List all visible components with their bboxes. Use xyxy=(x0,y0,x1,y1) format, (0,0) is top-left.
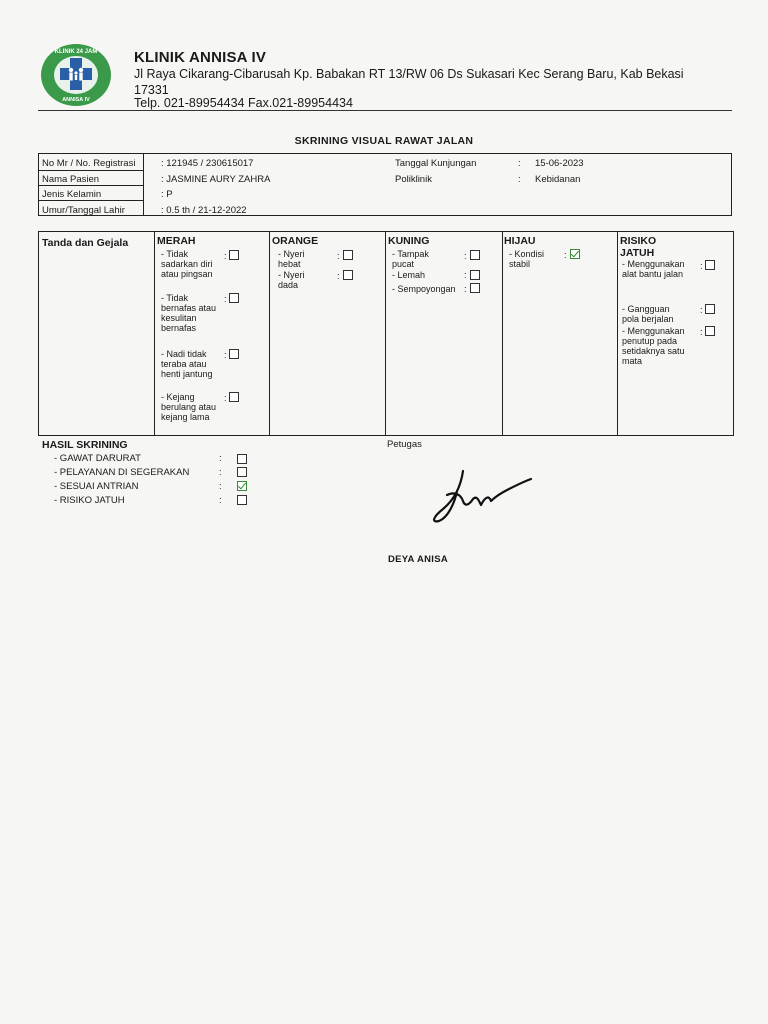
kuning-colon: : xyxy=(464,284,467,294)
header-divider xyxy=(38,110,732,111)
poliklinik-label: Poliklinik xyxy=(395,174,432,185)
hasil-checkbox-3[interactable] xyxy=(237,495,247,505)
poliklinik-colon: : xyxy=(518,174,521,185)
kuning-item: - Sempoyongan xyxy=(392,284,456,294)
merah-checkbox-2[interactable] xyxy=(229,349,239,359)
risiko-item: - Menggunakan alat bantu jalan xyxy=(622,259,685,279)
hasil-skrining-title: HASIL SKRINING xyxy=(42,439,128,451)
no-mr-value: : 121945 / 230615017 xyxy=(161,158,254,169)
merah-checkbox-3[interactable] xyxy=(229,392,239,402)
orange-heading: ORANGE xyxy=(272,235,319,247)
no-mr-label: No Mr / No. Registrasi xyxy=(42,158,136,169)
col-divider xyxy=(502,232,503,435)
hasil-colon: : xyxy=(219,453,222,464)
symptoms-row-label: Tanda dan Gejala xyxy=(42,237,129,249)
logo-top-text: KLINIK 24 JAM xyxy=(54,49,98,55)
hasil-colon: : xyxy=(219,467,222,478)
hasil-checkbox-1[interactable] xyxy=(237,467,247,477)
risiko-item: - Menggunakan penutup pada setidaknya satu mata xyxy=(622,326,685,366)
info-row-divider xyxy=(39,200,143,201)
clinic-address: Jl Raya Cikarang-Cibarusah Kp. Babakan RT 13/RW 06 Ds Sukasari Kec Serang Baru, Kab Bekasi 17331 xyxy=(134,67,684,97)
visit-date-label: Tanggal Kunjungan xyxy=(395,158,477,169)
kuning-checkbox-1[interactable] xyxy=(470,270,480,280)
merah-item: - Tidak sadarkan diri atau pingsan xyxy=(161,249,213,279)
col-divider xyxy=(385,232,386,435)
merah-colon: : xyxy=(224,350,227,360)
orange-checkbox-0[interactable] xyxy=(343,250,353,260)
hasil-colon: : xyxy=(219,495,222,506)
hasil-checkbox-0[interactable] xyxy=(237,454,247,464)
visit-date-colon: : xyxy=(518,158,521,169)
risiko-colon: : xyxy=(700,305,703,315)
col-divider xyxy=(617,232,618,435)
poliklinik-value: Kebidanan xyxy=(535,174,581,185)
kuning-heading: KUNING xyxy=(388,235,430,247)
merah-heading: MERAH xyxy=(157,235,196,247)
info-row-divider xyxy=(39,170,143,171)
info-row-divider xyxy=(39,185,143,186)
document-title: SKRINING VISUAL RAWAT JALAN xyxy=(294,135,474,147)
orange-checkbox-1[interactable] xyxy=(343,270,353,280)
kuning-colon: : xyxy=(464,251,467,261)
risiko-colon: : xyxy=(700,327,703,337)
hasil-item: - PELAYANAN DI SEGERAKAN xyxy=(54,467,190,478)
kuning-checkbox-2[interactable] xyxy=(470,283,480,293)
clinic-phone: Telp. 021-89954434 Fax.021-89954434 xyxy=(134,96,353,110)
hijau-colon: : xyxy=(564,250,567,260)
hasil-item: - RISIKO JATUH xyxy=(54,495,125,506)
orange-item: - Nyeri dada xyxy=(278,270,305,290)
risiko-item: - Gangguan pola berjalan xyxy=(622,304,674,324)
patient-info-box xyxy=(38,153,732,216)
clinic-logo xyxy=(40,43,112,107)
patient-name-label: Nama Pasien xyxy=(42,174,100,185)
col-divider xyxy=(154,232,155,435)
petugas-label: Petugas xyxy=(387,439,422,450)
info-divider xyxy=(143,154,144,216)
hasil-item: - GAWAT DARURAT xyxy=(54,453,141,464)
age-value: : 0.5 th / 21-12-2022 xyxy=(161,205,247,216)
hijau-checkbox-0[interactable] xyxy=(570,249,580,259)
hasil-checkbox-2[interactable] xyxy=(237,481,247,491)
hasil-colon: : xyxy=(219,481,222,492)
merah-colon: : xyxy=(224,393,227,403)
risiko-colon: : xyxy=(700,261,703,271)
logo-bottom-text: ANNISA IV xyxy=(62,97,90,103)
orange-item: - Nyeri hebat xyxy=(278,249,305,269)
kuning-item: - Tampak pucat xyxy=(392,249,429,269)
risiko-checkbox-1[interactable] xyxy=(705,304,715,314)
clinic-name: KLINIK ANNISA IV xyxy=(134,49,267,66)
officer-signature xyxy=(425,465,535,527)
merah-item: - Kejang berulang atau kejang lama xyxy=(161,392,217,422)
visit-date-value: 15-06-2023 xyxy=(535,158,584,169)
merah-checkbox-0[interactable] xyxy=(229,250,239,260)
kuning-item: - Lemah xyxy=(392,270,426,280)
hasil-item: - SESUAI ANTRIAN xyxy=(54,481,139,492)
officer-name: DEYA ANISA xyxy=(388,554,449,565)
gender-label: Jenis Kelamin xyxy=(42,189,102,200)
gender-value: : P xyxy=(161,189,173,200)
risiko-heading: RISIKO JATUH xyxy=(620,235,657,259)
col-divider xyxy=(269,232,270,435)
merah-checkbox-1[interactable] xyxy=(229,293,239,303)
orange-colon: : xyxy=(337,251,340,261)
merah-item: - Nadi tidak teraba atau henti jantung xyxy=(161,349,213,379)
orange-colon: : xyxy=(337,271,340,281)
kuning-colon: : xyxy=(464,270,467,280)
kuning-checkbox-0[interactable] xyxy=(470,250,480,260)
symptoms-table xyxy=(38,231,734,436)
merah-item: - Tidak bernafas atau kesulitan bernafas xyxy=(161,293,217,333)
merah-colon: : xyxy=(224,294,227,304)
hijau-heading: HIJAU xyxy=(504,235,536,247)
merah-colon: : xyxy=(224,251,227,261)
patient-name-value: : JASMINE AURY ZAHRA xyxy=(161,174,271,185)
risiko-checkbox-0[interactable] xyxy=(705,260,715,270)
age-label: Umur/Tanggal Lahir xyxy=(42,205,125,216)
hijau-item: - Kondisi stabil xyxy=(509,249,545,269)
risiko-checkbox-2[interactable] xyxy=(705,326,715,336)
